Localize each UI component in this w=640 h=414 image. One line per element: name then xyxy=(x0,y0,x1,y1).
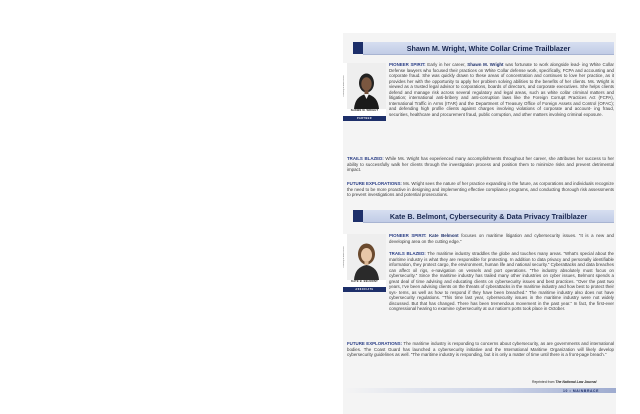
photo-person-name: KATE B. BELMONT xyxy=(351,280,378,283)
header-accent-bar xyxy=(353,210,363,222)
portrait-image xyxy=(347,234,386,280)
section-label: PIONEER SPIRIT: xyxy=(389,233,427,238)
section-label: FUTURE EXPLORATIONS: xyxy=(347,181,402,186)
photo-credit: Courtesy of Blank Rome xyxy=(343,75,345,97)
role-ribbon xyxy=(343,287,386,292)
section-text: focuses on maritime litigation and cybersecurity issues. “It is a new and developing area on the cutting edge.” xyxy=(389,233,614,244)
section-text: The maritime industry straddles the globe and touches many areas. “What’s special about the maritime industry is what they are responsible for protecting. In addition to data privacy and personally identifiable information, they protect cargo, the environment, human life and national security.” Cyberattacks and data breaches can affect oil rigs, e-navigation on vessels and port operations. “The industry absolutely must focus on cybersecurity.” Since the maritime industry has trailed many other industries on cyber issues, Belmont spends a great deal of time advising and educating clients on cybersecurity issues and best practices. “Over the past two years, I’ve been advising clients on the threats of cyberattacks in the maritime industry and how best to protect their sys- tems, as well as how to respond if they have been breached.” The maritime industry also does not have cybersecurity regulations. “This time last year, cybersecurity issues in the maritime industry were not widely discussed. But that has changed. There has been tremendous movement in the past year.” In fact, the first-ever congressional hearing to examine cybersecurity at our nation’s ports took place in October. xyxy=(389,251,614,312)
future-explorations-paragraph xyxy=(347,181,614,198)
section-text: was fortunate to work alongside lead- ing White Collar Defense lawyers who focused their practices on White Collar defense work, specifically, FCPA and accounting and corporate fraud. She was quickly drawn to these areas of concentration and continues to love her practice, as it provides her with the opportunity to apply her problem solving abilities to the benefits of her clients. Ms. Wright is viewed as a trusted legal advisor to corporations, boards of directors, and corporate executives. She helps clients defend and manage risk across several regulatory and legal areas, such as white collar criminal matters and litigation; international anti-bribery and anti-corruption laws like the Foreign Corrupt Practices Act (FCPA), International Traffic in Arms (ITAR) and the Department of Treasury Office of Foreign Assets and Control (OFAC); and defending high profile clients against charges involving violations of corporate and account- ing fraud, securities, healthcare and procurement fraud, public corruption, and other matters involving criminal exposure. xyxy=(389,62,614,117)
section-label: FUTURE EXPLORATIONS: xyxy=(347,341,403,346)
trails-blazed-paragraph xyxy=(389,251,614,312)
pioneer-spirit-paragraph xyxy=(389,62,614,117)
person-name-highlight: Kate Belmont xyxy=(429,233,459,238)
future-explorations-paragraph xyxy=(347,341,614,358)
portrait-image xyxy=(347,63,386,109)
role-ribbon xyxy=(343,116,386,121)
page-label: 10 • MAINBRACE xyxy=(563,388,599,393)
section-text: While Ms. Wright has experienced many accomplishments throughout her career, she attributes her success to her ability to successfully walk her clients through the investigation process and position them to minimize risks and prevent detrimental impact. xyxy=(347,156,615,173)
photo-person-role: PARTNER xyxy=(357,117,372,120)
article-header xyxy=(363,210,614,223)
reprint-prefix: Reprinted from xyxy=(532,380,556,384)
pioneer-spirit-paragraph xyxy=(389,233,614,244)
person-name-highlight: Shawn M. Wright xyxy=(467,62,504,67)
section-pre: Early in her career, xyxy=(427,62,468,67)
section-text: Ms. Wright sees the nature of her practice expanding in the future, as corporations and individuals recognize the need to be more proactive in designing and implementing effective compliance programs, and conducting thorough risk assessments to prevent investigations and potential prosecutions. xyxy=(347,181,614,198)
section-label: PIONEER SPIRIT: xyxy=(389,62,426,67)
trails-blazed-paragraph xyxy=(347,156,614,173)
article-title: Kate B. Belmont, Cybersecurity & Data Privacy Trailblazer xyxy=(389,211,588,221)
section-label: TRAILS BLAZED: xyxy=(389,251,426,256)
section-label: TRAILS BLAZED: xyxy=(347,156,384,161)
article-header xyxy=(363,42,614,55)
photo-person-role: ASSOCIATE xyxy=(355,288,374,291)
reprint-source xyxy=(532,380,596,384)
reprint-publication: The National Law Journal xyxy=(555,380,597,384)
portrait-photo xyxy=(343,234,386,287)
photo-person-name: SHAWN M. WRIGHT xyxy=(350,109,379,112)
article-title: Shawn M. Wright, White Collar Crime Trailblazer xyxy=(406,43,571,53)
portrait-photo xyxy=(343,63,386,116)
page-number xyxy=(563,388,599,393)
photo-credit: Courtesy of Blank Rome xyxy=(343,246,345,268)
header-accent-bar xyxy=(353,42,363,54)
section-text: The maritime industry is responding to concerns about cybersecurity, as are governments and international bodies. The Coast Guard has launched a cybersecurity initiative and the International Maritime Organization will likely develop cybersecurity guidelines as well. “The maritime industry is responding, but it is only a matter of time until there is a front-page breach.” xyxy=(347,341,614,358)
